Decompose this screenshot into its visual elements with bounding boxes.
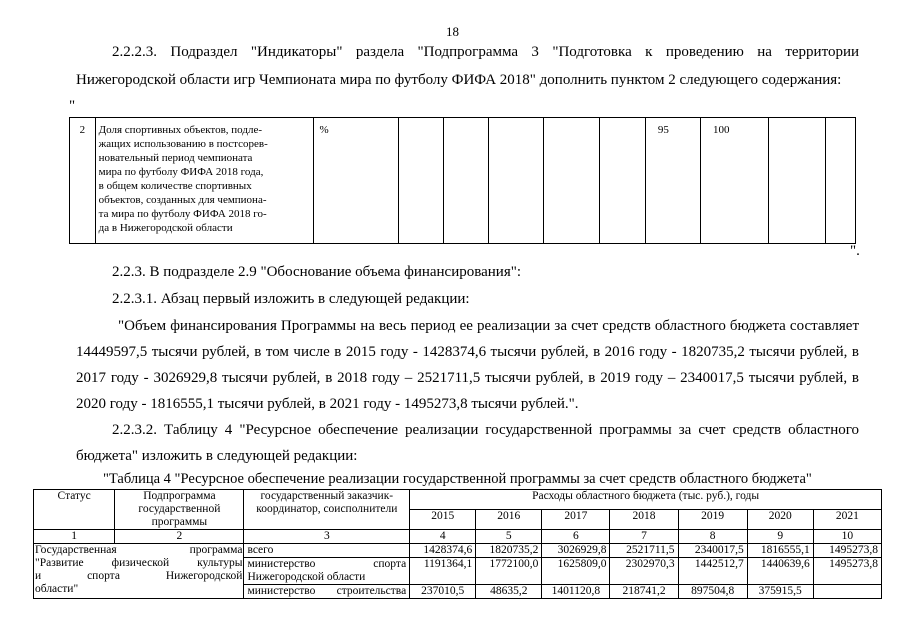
indicator-name: [95, 118, 313, 244]
executor-cell: министерство спорта Нижегородской области: [244, 558, 410, 585]
indicator-name-line: Доля спортивных объектов, подле-: [98, 124, 262, 136]
status-cell: Государственная программа "Развитие физической культуры и спорта Нижегородской области": [34, 544, 244, 599]
value-cell: 1816555,1: [747, 544, 813, 558]
indicator-name-line: да в Нижегородской области: [98, 222, 233, 234]
table-4: [33, 489, 882, 599]
indicator-name-line: новательный период чемпионата: [98, 152, 253, 164]
column-number: 3: [244, 530, 410, 544]
indicator-value: [443, 118, 488, 244]
indicator-name-line: мира по футболу ФИФА 2018 года,: [98, 166, 264, 178]
value-cell: 1495273,8: [813, 558, 881, 585]
header-customer: государственный заказчик- координатор, соисполнители: [244, 490, 410, 530]
header-row: [34, 490, 882, 510]
header-year: 2015: [410, 510, 476, 530]
indicator-name-line: жащих использованию в постсорев-: [98, 138, 268, 150]
indicator-unit: %: [313, 118, 398, 244]
value-cell: 1428374,6: [410, 544, 476, 558]
paragraph-2231: 2.2.3.1. Абзац первый изложить в следующей редакции:: [112, 291, 470, 307]
value-cell: 1442512,7: [678, 558, 747, 585]
indicator-name-line: объектов, созданных для чемпиона-: [98, 194, 267, 206]
value-cell: 1191364,1: [410, 558, 476, 585]
indicator-value: [599, 118, 645, 244]
paragraph-223: 2.2.3. В подразделе 2.9 "Обоснование объема финансирования":: [112, 264, 522, 280]
paragraph-2232-line1: 2.2.3.2. Таблицу 4 "Ресурсное обеспечение реализации государственной программы за счет средств областного: [112, 422, 859, 438]
value-cell: [813, 585, 881, 599]
header-subprogram: Подпрограмма государственной программы: [115, 490, 244, 530]
indicator-name-line: в общем количестве спортивных: [98, 180, 252, 192]
header-year: 2020: [747, 510, 813, 530]
closing-quote: ".: [850, 243, 860, 259]
column-numbers-row: [34, 530, 882, 544]
page-number: 18: [446, 24, 459, 39]
indicator-value: [543, 118, 599, 244]
paragraph-2223-line2: Нижегородской области игр Чемпионата мира по футболу ФИФА 2018" дополнить пунктом 2 следующего содержания:: [76, 72, 842, 88]
column-number: 4: [410, 530, 476, 544]
indicator-row: [70, 118, 856, 244]
value-cell: 237010,5: [410, 585, 476, 599]
header-year: 2016: [476, 510, 542, 530]
quote-line2: 14449597,5 тысячи рублей, в том числе в 2015 году - 1428374,6 тысячи рублей, в 2016 году - 1820735,2 тысячи рублей, в: [76, 344, 859, 360]
executor-cell: министерство строительства: [244, 585, 410, 599]
value-cell: 897504,8: [678, 585, 747, 599]
indicator-value: [398, 118, 443, 244]
paragraph-2232-line2: бюджета" изложить в следующей редакции:: [76, 448, 358, 464]
value-cell: 375915,5: [747, 585, 813, 599]
value-cell: 1820735,2: [476, 544, 542, 558]
column-number: 7: [610, 530, 678, 544]
indicator-name-line: та мира по футболу ФИФА 2018 го-: [98, 208, 267, 220]
table-row: [34, 544, 882, 558]
value-cell: 2302970,3: [610, 558, 678, 585]
quote-line4: 2020 году - 1816555,1 тысячи рублей, в 2021 году - 1495273,8 тысячи рублей.".: [76, 396, 579, 412]
paragraph-2223-line1: 2.2.2.3. Подраздел "Индикаторы" раздела "Подпрограмма 3 "Подготовка к проведению на территории: [112, 44, 859, 60]
column-number: 6: [542, 530, 610, 544]
indicator-value: [826, 118, 856, 244]
indicator-value: 95: [645, 118, 700, 244]
value-cell: 1772100,0: [476, 558, 542, 585]
header-year: 2021: [813, 510, 881, 530]
quote-line1: "Объем финансирования Программы на весь период ее реализации за счет средств областного бюджета составляет: [118, 318, 859, 334]
header-year: 2018: [610, 510, 678, 530]
value-cell: 3026929,8: [542, 544, 610, 558]
header-status: Статус: [34, 490, 115, 530]
value-cell: 218741,2: [610, 585, 678, 599]
quote-line3: 2017 году - 3026929,8 тысячи рублей, в 2018 году – 2521711,5 тысячи рублей, в 2019 году – 2340017,5 тысячи рублей, в: [76, 370, 859, 386]
indicator-value: [488, 118, 543, 244]
column-number: 10: [813, 530, 881, 544]
indicator-value: 100: [701, 118, 769, 244]
header-year: 2017: [542, 510, 610, 530]
indicator-number: 2: [70, 118, 96, 244]
value-cell: 1495273,8: [813, 544, 881, 558]
column-number: 2: [115, 530, 244, 544]
value-cell: 48635,2: [476, 585, 542, 599]
indicator-table: [69, 117, 856, 244]
column-number: 1: [34, 530, 115, 544]
table4-title: "Таблица 4 "Ресурсное обеспечение реализации государственной программы за счет средств областного бюджета": [103, 471, 812, 487]
value-cell: 1401120,8: [542, 585, 610, 599]
value-cell: 2521711,5: [610, 544, 678, 558]
column-number: 8: [678, 530, 747, 544]
opening-quote: ": [69, 98, 76, 114]
executor-cell: всего: [244, 544, 410, 558]
column-number: 5: [476, 530, 542, 544]
header-expenses: Расходы областного бюджета (тыс. руб.), годы: [410, 490, 882, 510]
header-year: 2019: [678, 510, 747, 530]
value-cell: 2340017,5: [678, 544, 747, 558]
column-number: 9: [747, 530, 813, 544]
value-cell: 1625809,0: [542, 558, 610, 585]
value-cell: 1440639,6: [747, 558, 813, 585]
indicator-value: [769, 118, 826, 244]
